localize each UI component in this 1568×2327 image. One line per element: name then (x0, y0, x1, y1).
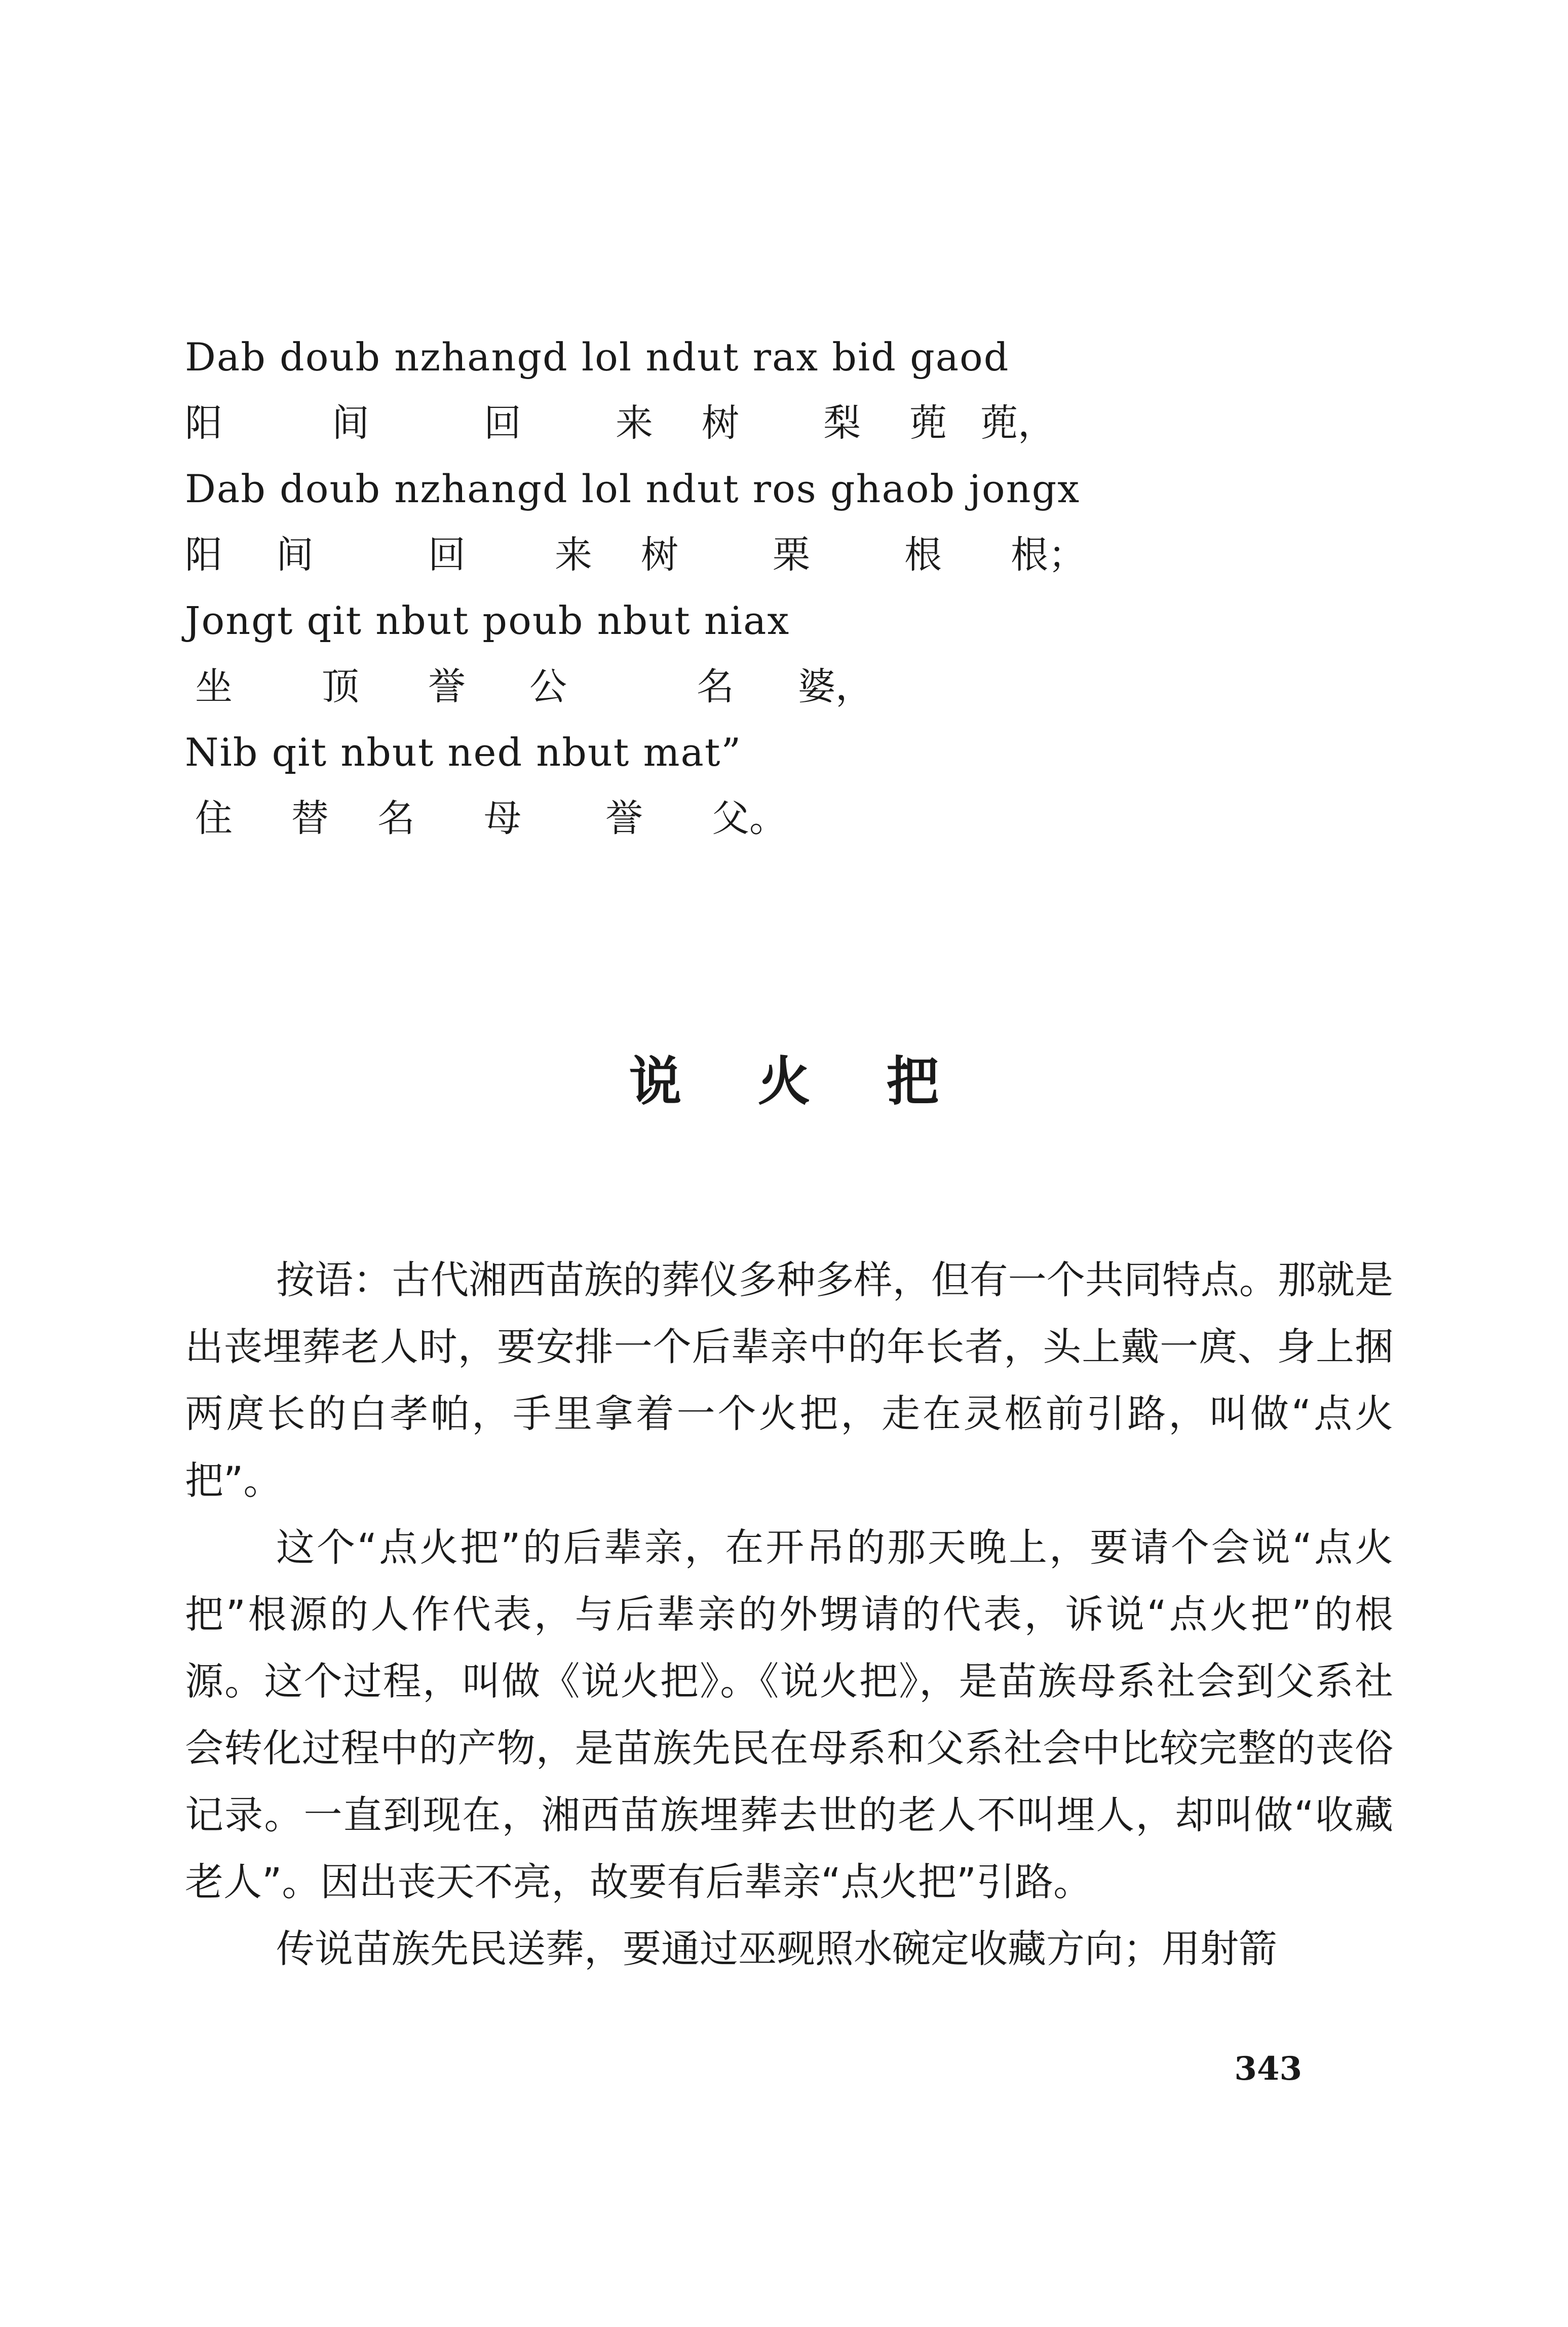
gloss-word: 阳 (185, 533, 222, 577)
gloss-word: 顶 (322, 665, 359, 708)
gloss-word: 父。 (712, 797, 787, 840)
miao-line: Dab doub nzhangd lol ndut rax bid gaod (185, 334, 1010, 380)
gloss-word: 间 (276, 533, 314, 577)
chinese-gloss-line (185, 654, 1401, 720)
gloss-word: 住 (195, 797, 233, 840)
gloss-word: 名 (697, 665, 734, 708)
gloss-word: 蔸 (909, 401, 947, 445)
paragraph: 按语：古代湘西苗族的葬仪多种多样，但有一个共同特点。那就是出丧埋葬老人时，要安排一个后辈亲中的年长者，头上戴一庹、身上捆两庹长的白孝帕，手里拿着一个火把，走在灵柩前引路，叫做“点火把”。 (185, 1257, 1393, 1503)
gloss-word: 誉 (428, 665, 466, 708)
body-text (185, 1247, 1393, 1982)
chinese-gloss-line (185, 390, 1401, 456)
gloss-word: 公 (529, 665, 567, 708)
gloss-word: 回 (428, 533, 466, 577)
chinese-gloss-line (185, 785, 1401, 851)
gloss-word: 根 (904, 533, 942, 577)
gloss-word: 来 (616, 401, 653, 445)
gloss-word: 名 (377, 797, 415, 840)
paragraph: 这个“点火把”的后辈亲，在开吊的那天晚上，要请个会说“点火把”根源的人作代表，与后辈亲的外甥请的代表，诉说“点火把”的根源。这个过程，叫做《说火把》。《说火把》，是苗族母系社会到父系社会转化过程中的产物，是苗族先民在母系和父系社会中比较完整的丧俗记录。一直到现在，湘西苗族埋葬去世的老人不叫埋人，却叫做“收藏老人”。因出丧天不亮，故要有后辈亲“点火把”引路。 (185, 1525, 1393, 1904)
gloss-word: 母 (484, 797, 521, 840)
chinese-gloss-line (185, 522, 1401, 588)
miao-verse-block (185, 324, 1401, 851)
section-title: 说火把 (629, 1050, 1015, 1112)
gloss-word: 来 (555, 533, 592, 577)
gloss-word: 蔸， (980, 401, 1055, 445)
gloss-word: 间 (332, 401, 369, 445)
miao-line: Nib qit nbut ned nbut mat” (185, 730, 742, 775)
gloss-word: 阳 (185, 401, 222, 445)
miao-line: Dab doub nzhangd lol ndut ros ghaob jongx (185, 466, 1081, 511)
gloss-word: 树 (702, 401, 739, 445)
paragraph: 传说苗族先民送葬，要通过巫觋照水碗定收藏方向；用射箭 (276, 1926, 1277, 1971)
gloss-word: 树 (641, 533, 678, 577)
gloss-word: 根； (1011, 533, 1086, 577)
gloss-word: 栗 (773, 533, 810, 577)
gloss-word: 坐 (195, 665, 233, 708)
gloss-word: 回 (484, 401, 521, 445)
gloss-word: 梨 (823, 401, 861, 445)
miao-line: Jongt qit nbut poub nbut niax (185, 598, 790, 643)
gloss-word: 誉 (605, 797, 643, 840)
page-number: 343 (1234, 2050, 1302, 2088)
gloss-word: 婆， (798, 665, 873, 708)
gloss-word: 替 (291, 797, 329, 840)
